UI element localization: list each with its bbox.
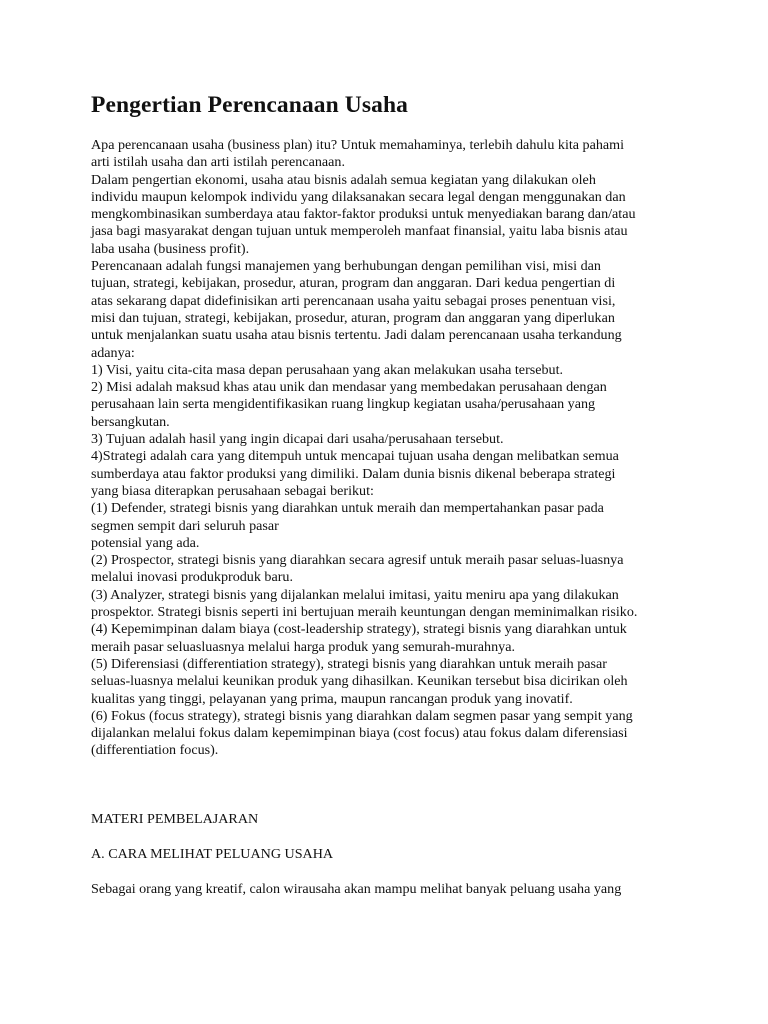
body-line: (4) Kepemimpinan dalam biaya (cost-leadership strategy), strategi bisnis yang diarahkan untuk [91,621,627,638]
body-line: yang biasa diterapkan perusahaan sebagai berikut: [91,482,374,499]
body-line: Perencanaan adalah fungsi manajemen yang berhubungan dengan pemilihan visi, misi dan [91,258,601,275]
body-line: 1) Visi, yaitu cita-cita masa depan perusahaan yang akan melakukan usaha tersebut. [91,361,564,378]
body-line: prospektor. Strategi bisnis seperti ini bertujuan meraih keuntungan dengan meminimalkan risiko. [91,604,638,621]
document-page [91,90,691,760]
body-line: seluas-luasnya melalui keunikan produk yang dihasilkan. Keunikan tersebut bisa dicirikan oleh [91,673,628,690]
body-line: dijalankan melalui fokus dalam kepemimpinan biaya (cost focus) atau fokus dalam diferensiasi [91,725,628,742]
body-line: bersangkutan. [91,413,170,430]
body-line: individu maupun kelompok individu yang dilaksanakan secara legal dengan menggunakan dan [91,188,626,205]
document-body [91,137,691,760]
body-line: misi dan tujuan, strategi, kebijakan, prosedur, aturan, program dan anggaran yang diperlukan [91,309,615,326]
body-line: Apa perencanaan usaha (business plan) itu? Untuk memahaminya, terlebih dahulu kita pahami [91,137,625,153]
body-line: segmen sempit dari seluruh pasar [91,517,279,534]
body-line: kualitas yang tinggi, pelayanan yang prima, maupun rancangan produk yang inovatif. [91,690,573,707]
body-line: (3) Analyzer, strategi bisnis yang dijalankan melalui imitasi, yaitu meniru apa yang dilakukan [91,586,619,603]
body-line: arti istilah usaha dan arti istilah perencanaan. [91,154,345,171]
body-line: 2) Misi adalah maksud khas atau unik dan mendasar yang membedakan perusahaan dengan [91,379,607,396]
body-line: sumberdaya atau faktor produksi yang dimiliki. Dalam dunia bisnis dikenal beberapa strategi [91,465,616,482]
body-line: meraih pasar seluasluasnya melalui harga produk yang semurah-murahnya. [91,638,515,655]
body-line: (1) Defender, strategi bisnis yang diarahkan untuk meraih dan mempertahankan pasar pada [91,500,604,517]
section-heading: MATERI PEMBELAJARAN [91,811,259,827]
body-line: 3) Tujuan adalah hasil yang ingin dicapai dari usaha/perusahaan tersebut. [91,431,504,448]
body-line: mengkombinasikan sumberdaya atau faktor-faktor produksi untuk menyediakan barang dan/atau [91,206,636,223]
body-line: adanya: [91,344,135,361]
body-line: (5) Diferensiasi (differentiation strategy), strategi bisnis yang diarahkan untuk meraih pasar [91,655,607,672]
body-line: melalui inovasi produkproduk baru. [91,569,293,586]
body-line: untuk menjalankan suatu usaha atau bisnis tertentu. Jadi dalam perencanaan usaha terkandung [91,327,622,344]
body-line: 4)Strategi adalah cara yang ditempuh untuk mencapai tujuan usaha dengan melibatkan semua [91,448,619,465]
closing-paragraph-line: Sebagai orang yang kreatif, calon wirausaha akan mampu melihat banyak peluang usaha yang [91,881,622,897]
body-line: perusahaan lain serta mengidentifikasikan ruang lingkup kegiatan usaha/perusahaan yang [91,396,596,413]
body-line: tujuan, strategi, kebijakan, prosedur, aturan, program dan anggaran. Dari kedua pengertian di [91,275,616,292]
subsection-heading: A. CARA MELIHAT PELUANG USAHA [91,846,334,862]
body-line: laba usaha (business profit). [91,240,250,257]
body-line: jasa bagi masyarakat dengan tujuan untuk memperoleh manfaat finansial, yaitu laba bisnis atau [91,223,628,240]
body-line: potensial yang ada. [91,534,200,551]
body-line: Dalam pengertian ekonomi, usaha atau bisnis adalah semua kegiatan yang dilakukan oleh [91,171,596,188]
body-line: (6) Fokus (focus strategy), strategi bisnis yang diarahkan dalam segmen pasar yang sempit yang [91,707,633,724]
document-title: Pengertian Perencanaan Usaha [91,92,408,118]
body-line: atas sekarang dapat didefinisikan arti perencanaan usaha yaitu sebagai proses penentuan visi, [91,292,616,309]
body-line: (2) Prospector, strategi bisnis yang diarahkan secara agresif untuk meraih pasar seluas-luasnya [91,552,624,569]
body-line: (differentiation focus). [91,742,219,759]
